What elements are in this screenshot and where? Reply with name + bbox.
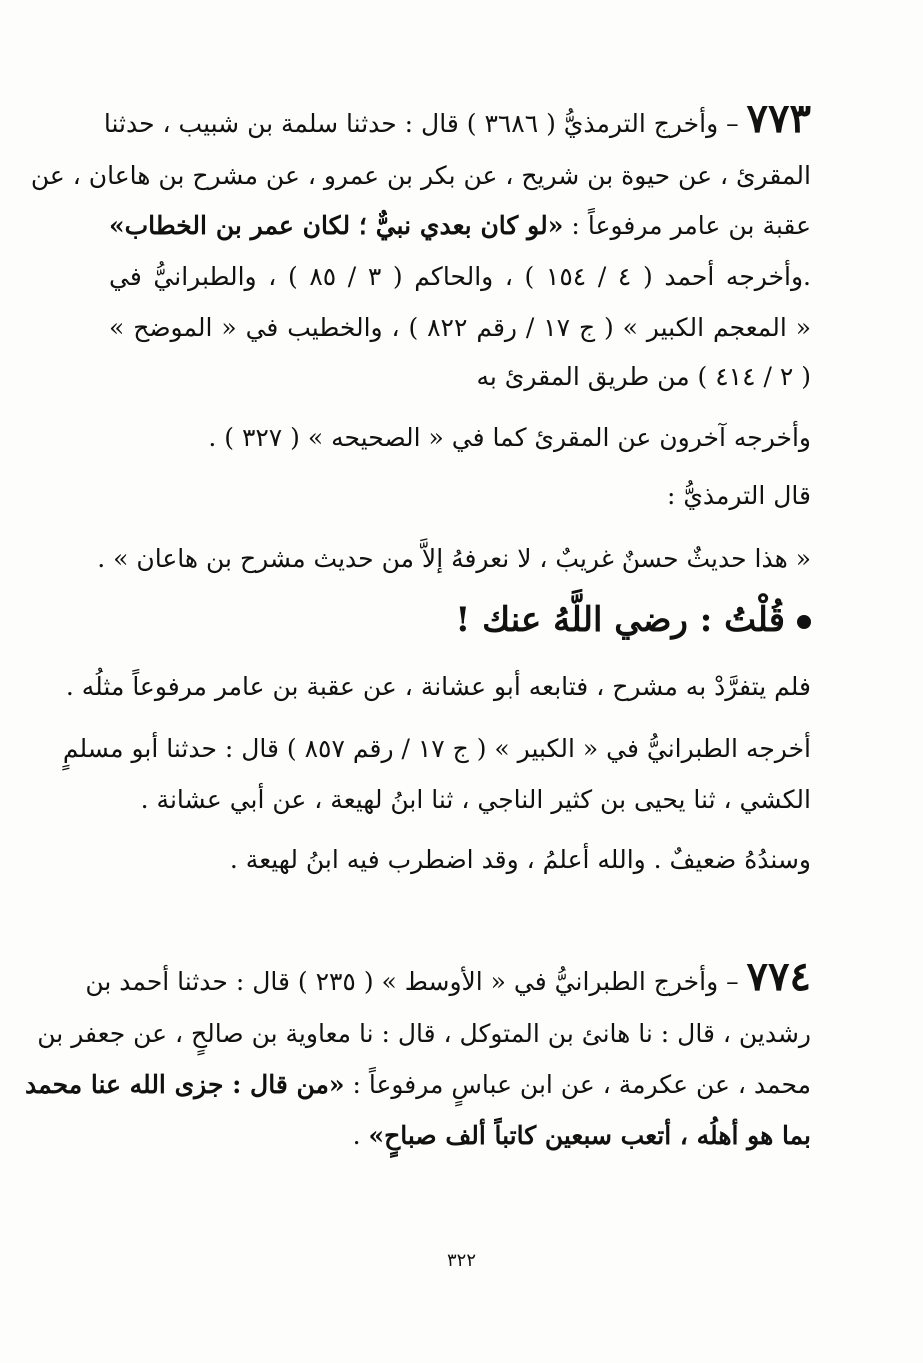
after-heading-line-4: وسندُهُ ضعيفٌ . والله أعلمُ ، وقد اضطرب فيه ابنُ لهيعة . bbox=[229, 845, 811, 874]
entry-773-line-2: المقرئ ، عن حيوة بن شريح ، عن بكر بن عمرو ، عن مشرح بن هاعان ، عن bbox=[30, 161, 811, 190]
entry-773-text-1: – وأخرج الترمذيُّ ( ٣٦٨٦ ) قال : حدثنا سلمة بن شبيب ، حدثنا bbox=[103, 109, 739, 138]
after-heading-line-2: أخرجه الطبرانيُّ في « الكبير » ( ج ١٧ / رقم ٨٥٧ ) قال : حدثنا أبو مسلمٍ bbox=[62, 734, 811, 763]
heading-text: قُلْتُ : رضي اللَّهُ عنك ! bbox=[455, 600, 785, 640]
entry-773-number: ٧٧٣ bbox=[746, 95, 811, 142]
bullet-icon bbox=[797, 615, 811, 629]
entry-774-text-3a: محمد ، عن عكرمة ، عن ابن عباسٍ مرفوعاً : bbox=[352, 1070, 811, 1099]
section-heading bbox=[109, 598, 811, 642]
entry-773-line-7: وأخرجه آخرون عن المقرئ كما في « الصحيحه » ( ٣٢٧ ) . bbox=[208, 423, 811, 452]
entry-773-line-4: .وأخرجه أحمد ( ٤ / ١٥٤ ) ، والحاكم ( ٣ / ٨٥ ) ، والطبرانيُّ في bbox=[109, 262, 811, 291]
entry-773-line-9: « هذا حديثٌ حسنٌ غريبٌ ، لا نعرفهُ إلاَّ من حديث مشرح بن هاعان » . bbox=[97, 544, 811, 573]
entry-773-line-1 bbox=[103, 95, 811, 142]
entry-774-line-2: رشدين ، قال : نا هانئ بن المتوكل ، قال : نا معاوية بن صالحٍ ، عن جعفر بن bbox=[37, 1019, 811, 1048]
entry-774-line-1 bbox=[85, 953, 811, 1000]
after-heading-line-3: الكشي ، ثنا يحيى بن كثير الناجي ، ثنا ابنُ لهيعة ، عن أبي عشانة . bbox=[140, 785, 811, 814]
entry-774-text-1: – وأخرج الطبرانيُّ في « الأوسط » ( ٢٣٥ ) قال : حدثنا أحمد بن bbox=[85, 967, 739, 996]
entry-773-line-3 bbox=[109, 211, 811, 241]
entry-773-text-3a: عقبة بن عامر مرفوعاً : bbox=[571, 211, 811, 240]
entry-774-hadith-text-1: «من قال : جزى الله عنا محمد bbox=[25, 1070, 345, 1099]
after-heading-line-1: فلم يتفرَّدْ به مشرح ، فتابعه أبو عشانة ، عن عقبة بن عامر مرفوعاً مثلُه . bbox=[65, 672, 811, 701]
entry-773-line-5: « المعجم الكبير » ( ج ١٧ / رقم ٨٢٢ ) ، والخطيب في « الموضح » bbox=[109, 313, 811, 342]
entry-774-hadith-text-2: بما هو أهلُه ، أتعب سبعين كاتباً ألف صباحٍ» bbox=[368, 1121, 811, 1150]
entry-774-number: ٧٧٤ bbox=[746, 953, 811, 1000]
entry-773-hadith-text: «لو كان بعدي نبيٌّ ؛ لكان عمر بن الخطاب» bbox=[109, 211, 564, 240]
entry-773-line-8: قال الترمذيُّ : bbox=[666, 481, 811, 510]
entry-774-line-4-end: . bbox=[352, 1121, 361, 1150]
entry-774-line-4 bbox=[109, 1121, 811, 1151]
entry-773-line-6: ( ٢ / ٤١٤ ) من طريق المقرئ به bbox=[476, 362, 811, 391]
page-number: ٣٢٢ bbox=[446, 1250, 476, 1271]
entry-774-line-3 bbox=[25, 1070, 811, 1100]
